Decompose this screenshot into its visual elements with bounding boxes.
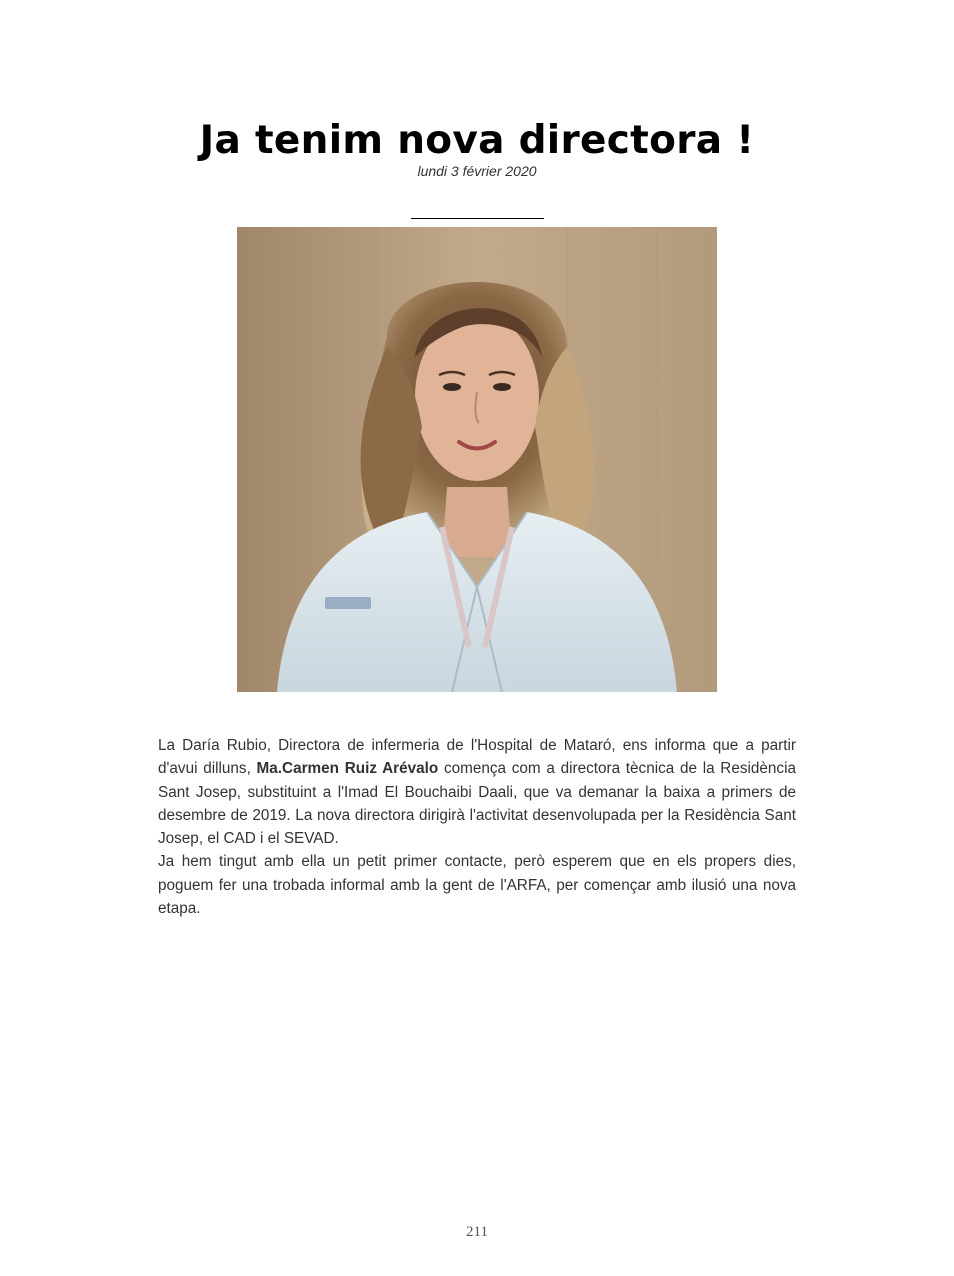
paragraph-1 xyxy=(158,734,796,850)
title-divider xyxy=(411,218,544,219)
paragraph-1-rest: comença com a directora tècnica de la Residència Sant Josep, substituint a l'Imad El Bouchaibi Daali, que va demanar la baixa a primers de desembre de 2019. La nova directora dirigirà l'activitat desenvolupada per la Residència Sant Josep, el CAD i el SEVAD. xyxy=(158,760,796,848)
paragraph-2: Ja hem tingut amb ella un petit primer contacte, però esperem que en els propers dies, poguem fer una trobada informal amb la gent de l'ARFA, per començar amb ilusió una nova etapa. xyxy=(158,853,796,918)
article-body xyxy=(158,734,796,920)
article-date: lundi 3 février 2020 xyxy=(417,163,537,179)
paragraph-1-intro: La Daría Rubio, Directora de infermeria de l'Hospital de Mataró, ens informa que a partir d'avui dilluns, xyxy=(158,737,796,778)
article-title: Ja tenim nova directora ! xyxy=(199,118,755,163)
portrait-photo xyxy=(237,227,717,692)
director-name: Ma.Carmen Ruiz Arévalo xyxy=(256,760,439,778)
page-number: 211 xyxy=(466,1224,488,1240)
